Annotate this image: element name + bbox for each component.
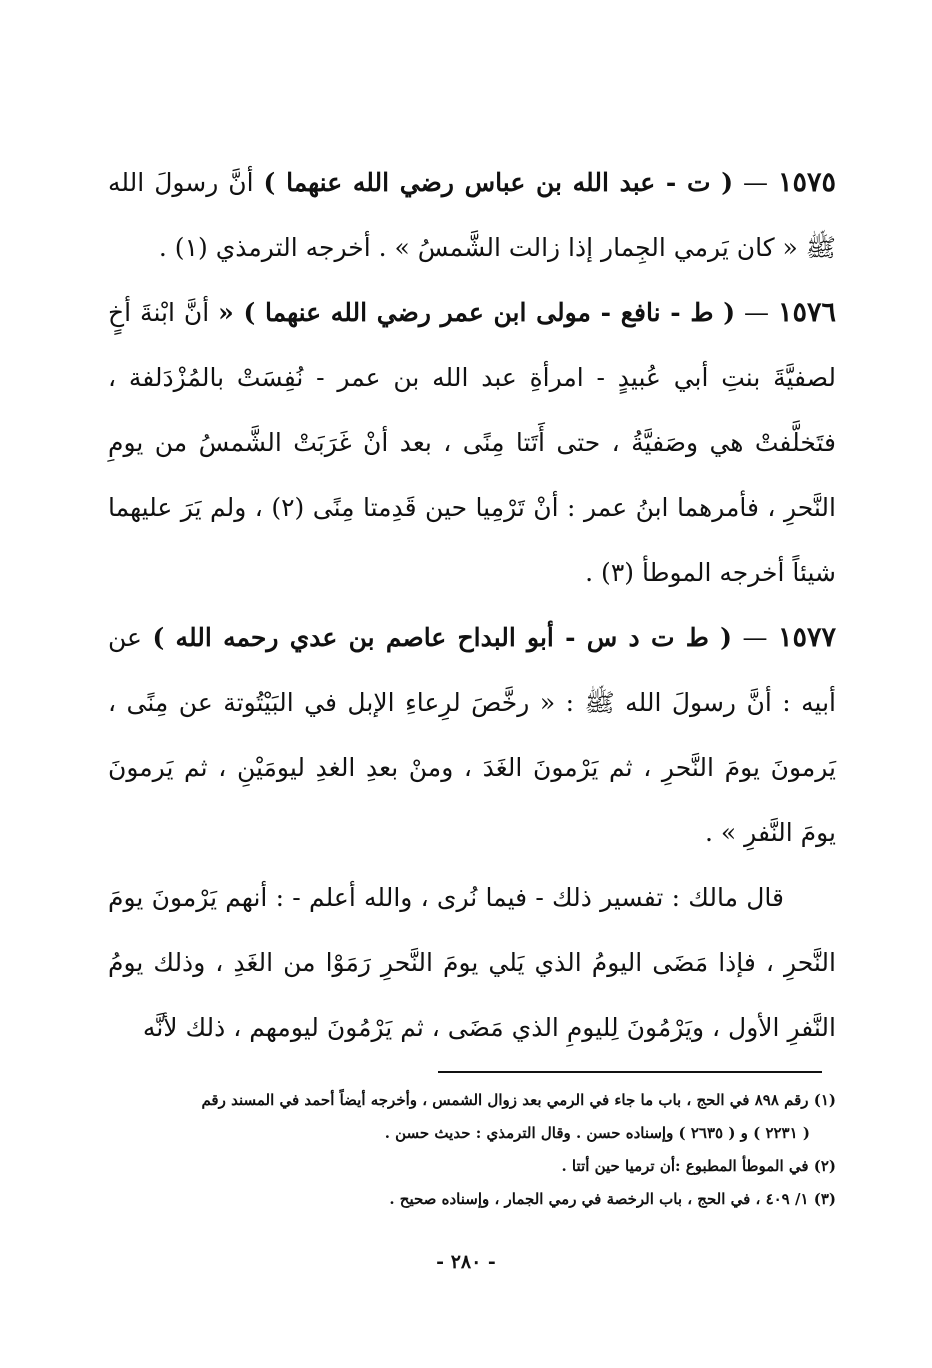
footnotes <box>108 1084 836 1216</box>
dash: — <box>731 623 768 652</box>
dash: — <box>735 298 770 327</box>
footnote-separator <box>438 1071 822 1073</box>
footnote-1: (١) رقم ٨٩٨ في الحج ، باب ما جاء في الرمي بعد زوال الشمس ، وأخرجه أيضاً أحمد في المسند رقم <box>201 1091 836 1109</box>
footnote-1-continued: ( ٢٢٣١ ) و ( ٢٦٣٥ ) وإسناده حسن . وقال الترمذي : حديث حسن . <box>384 1124 810 1142</box>
hadith-source: ( ط ت د س - أبو البداح عاصم بن عدي رحمه الله ) <box>152 623 732 652</box>
hadith-entry-1576 <box>108 280 836 605</box>
hadith-number: ١٥٧٥ <box>778 167 837 198</box>
dash: — <box>733 168 769 197</box>
hadith-body: أنَّ رسولَ الله ﷺ « كان يَرمي الجِمار إذا زالت الشَّمسُ » . أخرجه الترمذي (١) . <box>108 168 836 262</box>
hadith-source: ( ت - عبد الله بن عباس رضي الله عنهما ) <box>263 168 734 197</box>
hadith-number: ١٥٧٧ <box>778 622 837 653</box>
commentary-paragraph: قال مالك : تفسير ذلك - فيما نُرى ، والله أعلم - : أنهم يَرْمونَ يومَ النَّحرِ ، فإذا مَضَى اليومُ الذي يَلي يومَ النَّحرِ رَمَوْا من الغَدِ ، وذلك يومُ النَّفرِ الأول ، ويَرْمُونَ لِليومِ الذي مَضَى ، ثم يَرْمُونَ ليومهم ، ذلك لأنَّه <box>108 883 836 1042</box>
footnote-2: (٢) في الموطأ المطبوع :أن ترميا حين أتتا . <box>561 1157 836 1175</box>
page-number: - ٢٨٠ - <box>436 1251 496 1273</box>
hadith-number: ١٥٧٦ <box>777 297 836 328</box>
main-text <box>108 150 836 1060</box>
footnote-3: (٣) ١/ ٤٠٩ ، في الحج ، باب الرخصة في رمي الجمار ، وإسناده صحيح . <box>389 1190 836 1208</box>
hadith-source: ( ط - نافع - مولى ابن عمر رضي الله عنهما ) « <box>218 298 736 327</box>
hadith-body: عن أبيه : أنَّ رسولَ الله ﷺ : « رخَّصَ لرِعاءِ الإبل في البَيْتُوتة عن مِنًى ، يَرمونَ يومَ النَّحرِ ، ثم يَرْمونَ الغَدَ ، ومنْ بعدِ الغدِ ليومَيْنِ ، ثم يَرمونَ يومَ النَّفرِ » . <box>108 623 836 847</box>
hadith-entry-1577 <box>108 605 836 865</box>
hadith-body: أنَّ ابْنةَ أخٍ لصفيَّةَ بنتِ أبي عُبيدٍ - امرأةِ عبد الله بن عمر - نُفِسَتْ بالمُزْدَلفة ، فتَخلَّفتْ هي وصَفيَّةُ ، حتى أَتَتا مِنًى ، بعد أنْ غَرَبَتْ الشَّمسُ من يومِ النَّحرِ ، فأمرهما ابنُ عمر : أنْ تَرْمِيا حين قَدِمتا مِنًى (٢) ، ولم يَرَ عليهما شيئاً أخرجه الموطأ (٣) . <box>108 298 836 587</box>
hadith-entry-1575 <box>108 150 836 280</box>
